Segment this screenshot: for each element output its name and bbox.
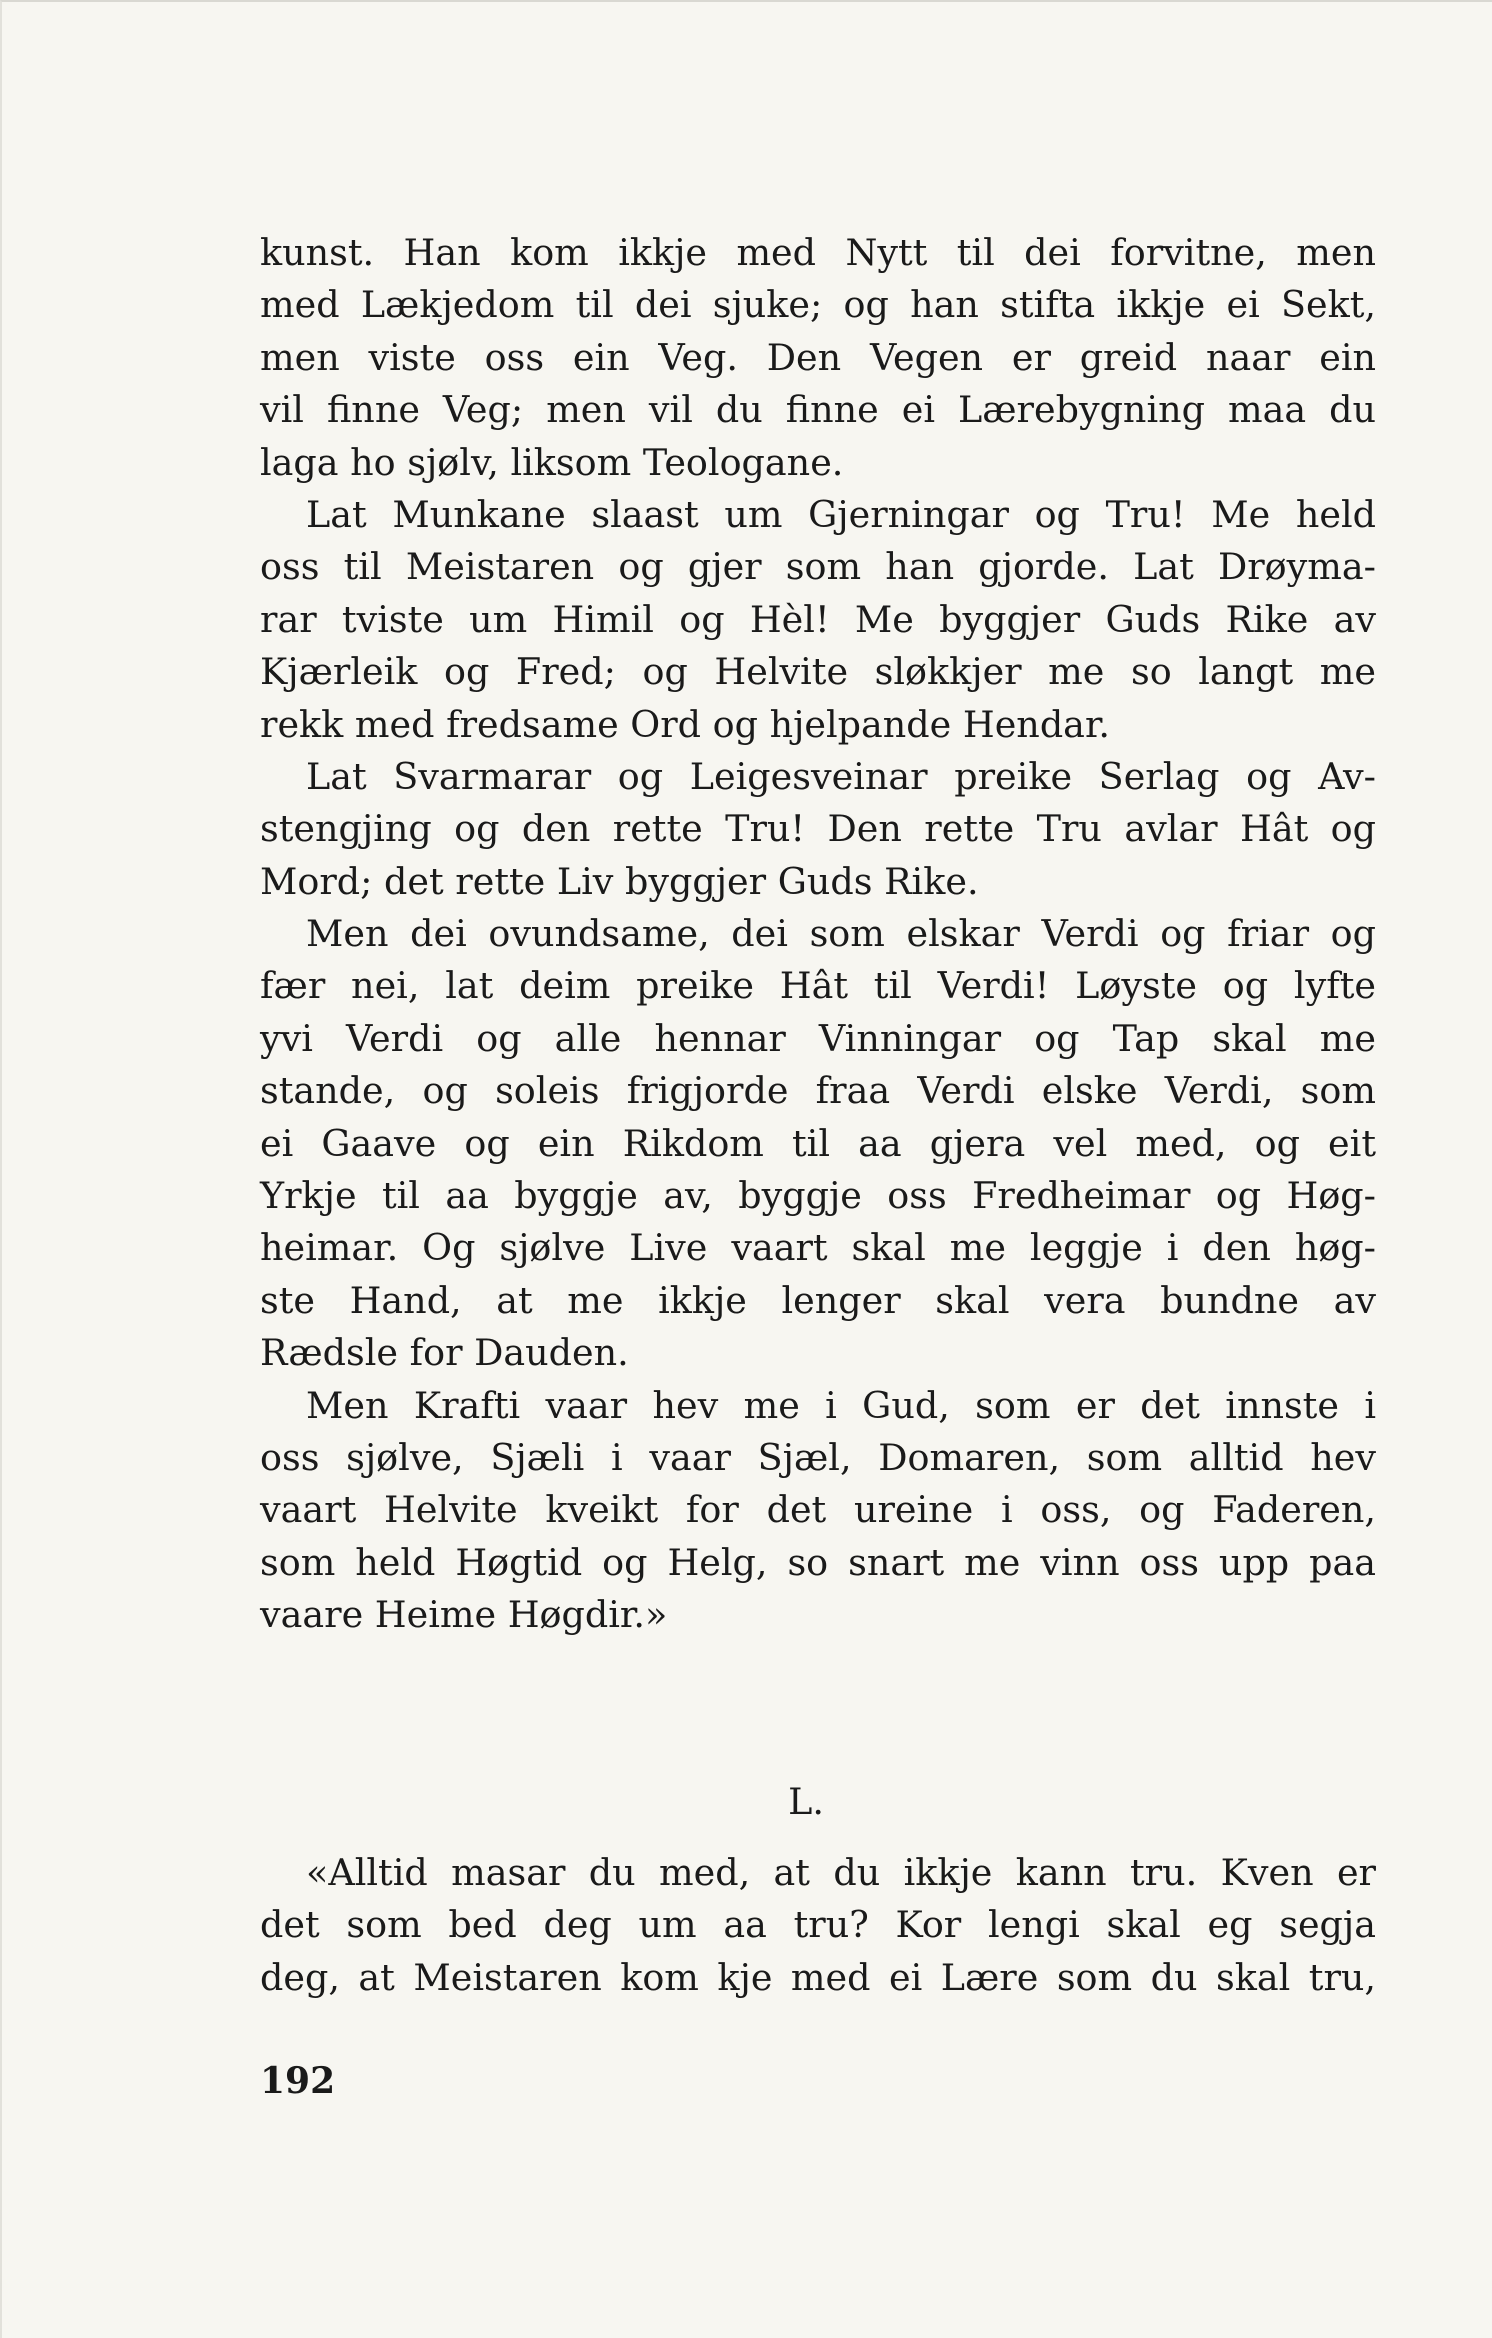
main-text-block xyxy=(260,227,1376,1642)
text-line: som held Høgtid og Helg, so snart me vinn oss upp paa xyxy=(260,1540,1376,1584)
text-line: rar tviste um Himil og Hèl! Me byggjer Guds Rike av xyxy=(260,597,1376,641)
text-line: oss sjølve, Sjæli i vaar Sjæl, Domaren, som alltid hev xyxy=(260,1435,1376,1479)
text-line: fær nei, lat deim preike Hât til Verdi! Løyste og lyfte xyxy=(260,964,1376,1008)
text-line: Kjærleik og Fred; og Helvite sløkkjer me so langt me xyxy=(260,650,1376,694)
text-line: vil finne Veg; men vil du finne ei Lærebygning maa du xyxy=(260,388,1376,432)
text-line: men viste oss ein Veg. Den Vegen er greid naar ein xyxy=(260,335,1376,379)
text-line: deg, at Meistaren kom kje med ei Lære som du skal tru, xyxy=(260,1955,1376,1999)
text-line: Lat Munkane slaast um Gjerningar og Tru! Me held xyxy=(306,492,1376,536)
text-line: Lat Svarmarar og Leigesveinar preike Serlag og Av- xyxy=(306,754,1376,798)
text-line: kunst. Han kom ikkje med Nytt til dei forvitne, men xyxy=(260,231,1376,274)
text-line: Mord; det rette Liv byggjer Guds Rike. xyxy=(260,859,979,903)
text-line: Yrkje til aa byggje av, byggje oss Fredheimar og Høg- xyxy=(260,1174,1376,1218)
text-line: Men dei ovundsame, dei som elskar Verdi og friar og xyxy=(306,912,1376,956)
text-line: oss til Meistaren og gjer som han gjorde. Lat Drøyma- xyxy=(260,545,1376,589)
text-line: Men Krafti vaar hev me i Gud, som er det innste i xyxy=(306,1383,1376,1427)
text-line: «Alltid masar du med, at du ikkje kann tru. Kven er xyxy=(306,1851,1376,1894)
text-line: det som bed deg um aa tru? Kor lengi skal eg segja xyxy=(260,1903,1376,1947)
text-line: rekk med fredsame Ord og hjelpande Hendar. xyxy=(260,702,1110,746)
text-line: yvi Verdi og alle hennar Vinningar og Tap skal me xyxy=(260,1016,1376,1060)
text-line: ei Gaave og ein Rikdom til aa gjera vel med, og eit xyxy=(260,1121,1376,1165)
text-line: stande, og soleis frigjorde fraa Verdi elske Verdi, som xyxy=(260,1069,1376,1113)
section-heading: L. xyxy=(788,1780,824,1823)
text-line: med Lækjedom til dei sjuke; og han stifta ikkje ei Sekt, xyxy=(260,283,1376,327)
text-line: heimar. Og sjølve Live vaart skal me leggje i den høg- xyxy=(260,1226,1376,1270)
page-number: 192 xyxy=(260,2060,336,2102)
text-line: laga ho sjølv, liksom Teologane. xyxy=(260,440,844,484)
text-line: vaare Heime Høgdir.» xyxy=(260,1593,668,1637)
text-line: stengjing og den rette Tru! Den rette Tru avlar Hât og xyxy=(260,807,1376,851)
text-line: vaart Helvite kveikt for det ureine i oss, og Faderen, xyxy=(260,1488,1376,1532)
section-text-block xyxy=(260,1847,1376,2004)
text-line: ste Hand, at me ikkje lenger skal vera bundne av xyxy=(260,1278,1376,1322)
text-line: Rædsle for Dauden. xyxy=(260,1331,629,1375)
